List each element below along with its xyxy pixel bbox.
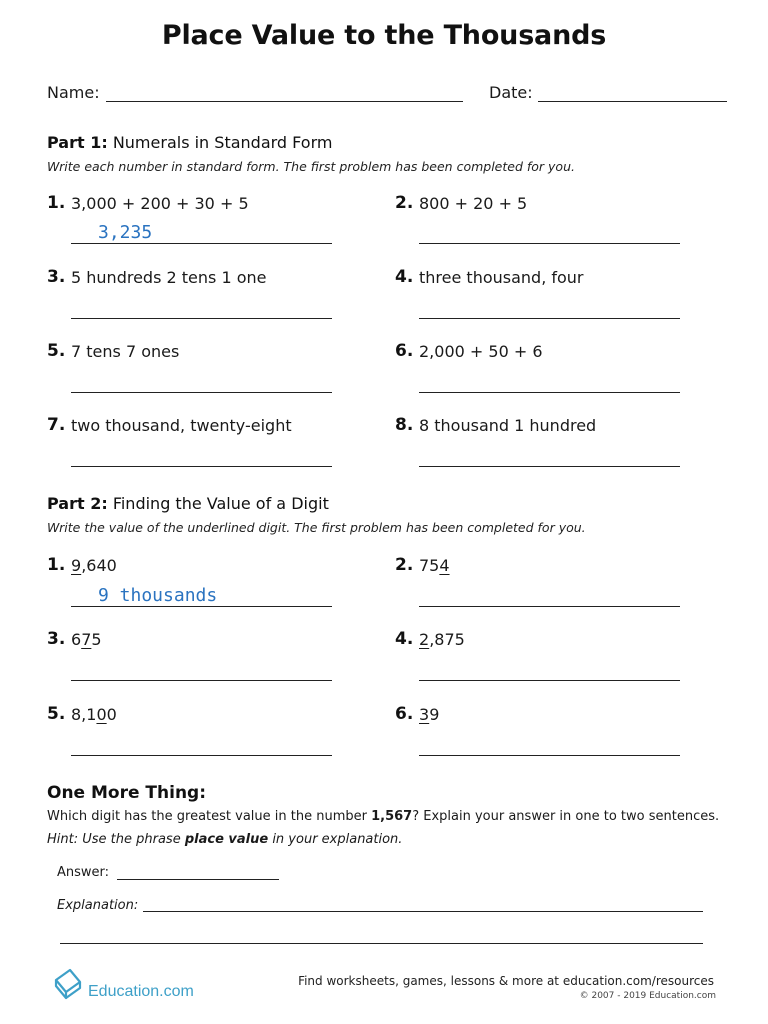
answer-line[interactable]	[71, 755, 332, 756]
answer-line[interactable]	[419, 466, 680, 467]
brand-name: Education.com	[88, 983, 194, 1000]
underlined-digit: 9	[71, 556, 82, 575]
problem-number: 3.	[47, 629, 66, 649]
footer-tagline: Find worksheets, games, lessons & more at education.com/resources	[298, 974, 714, 988]
underlined-digit: 3	[419, 705, 430, 724]
explanation-line[interactable]	[60, 943, 703, 944]
one-more-question: Which digit has the greatest value in the number 1,567? Explain your answer in one to two sentences.	[47, 809, 720, 824]
date-label: Date:	[489, 83, 533, 102]
answer-line[interactable]	[419, 680, 680, 681]
problem-text: 2,000 + 50 + 6	[419, 342, 543, 361]
problem-text: 7 tens 7 ones	[71, 342, 180, 361]
problem-number: 8.	[395, 415, 414, 435]
problem-text: 675	[71, 630, 102, 649]
problem-number: 3.	[47, 267, 66, 287]
problem-number: 7.	[47, 415, 66, 435]
problem-number: 1.	[47, 555, 66, 575]
answer-line[interactable]	[71, 243, 332, 244]
problem-text: 9,640	[71, 556, 117, 575]
problem-number: 4.	[395, 267, 414, 287]
problem-text: 5 hundreds 2 tens 1 one	[71, 268, 267, 287]
explanation-line[interactable]	[143, 911, 703, 912]
underlined-digit: 4	[439, 556, 450, 575]
underlined-digit: 2	[419, 630, 430, 649]
problem-number: 6.	[395, 704, 414, 724]
copyright: © 2007 - 2019 Education.com	[579, 991, 716, 1001]
problem-text: 8 thousand 1 hundred	[419, 416, 597, 435]
answer-line[interactable]	[419, 606, 680, 607]
date-line[interactable]	[538, 101, 727, 102]
one-more-hint: Hint: Use the phrase place value in your explanation.	[47, 832, 403, 847]
answer-line[interactable]	[71, 392, 332, 393]
problem-number: 2.	[395, 555, 414, 575]
underlined-digit: 7	[81, 630, 92, 649]
problem-text: 800 + 20 + 5	[419, 194, 528, 213]
problem-number: 5.	[47, 704, 66, 724]
underlined-digit: 0	[96, 705, 107, 724]
answer-line[interactable]	[419, 318, 680, 319]
answer-line[interactable]	[419, 392, 680, 393]
part2-instructions: Write the value of the underlined digit. The first problem has been completed for you.	[47, 520, 586, 535]
part2-heading: Part 2: Finding the Value of a Digit	[47, 494, 329, 513]
problem-text: three thousand, four	[419, 268, 584, 287]
problem-text: 8,100	[71, 705, 117, 724]
name-line[interactable]	[106, 101, 463, 102]
problem-text: two thousand, twenty-eight	[71, 416, 292, 435]
answer-line[interactable]	[419, 243, 680, 244]
answer-line[interactable]	[71, 466, 332, 467]
answer-line[interactable]	[419, 755, 680, 756]
part1-instructions: Write each number in standard form. The first problem has been completed for you.	[47, 159, 575, 174]
answer-label: Answer:	[57, 865, 110, 880]
answer-line[interactable]	[71, 606, 332, 607]
answer-line[interactable]	[117, 879, 279, 880]
one-more-heading: One More Thing:	[47, 783, 207, 803]
problem-number: 2.	[395, 193, 414, 213]
problem-text: 3,000 + 200 + 30 + 5	[71, 194, 249, 213]
problem-number: 1.	[47, 193, 66, 213]
handwritten-answer: 3,235	[98, 222, 153, 243]
problem-number: 5.	[47, 341, 66, 361]
education-logo-icon	[50, 966, 86, 1002]
name-label: Name:	[47, 83, 100, 102]
explanation-label: Explanation:	[57, 898, 139, 913]
problem-number: 6.	[395, 341, 414, 361]
page-title: Place Value to the Thousands	[161, 20, 607, 51]
answer-line[interactable]	[71, 680, 332, 681]
problem-text: 39	[419, 705, 440, 724]
answer-line[interactable]	[71, 318, 332, 319]
problem-text: 754	[419, 556, 450, 575]
problem-number: 4.	[395, 629, 414, 649]
handwritten-answer: 9 thousands	[98, 585, 218, 606]
problem-text: 2,875	[419, 630, 465, 649]
part1-heading: Part 1: Numerals in Standard Form	[47, 133, 333, 152]
